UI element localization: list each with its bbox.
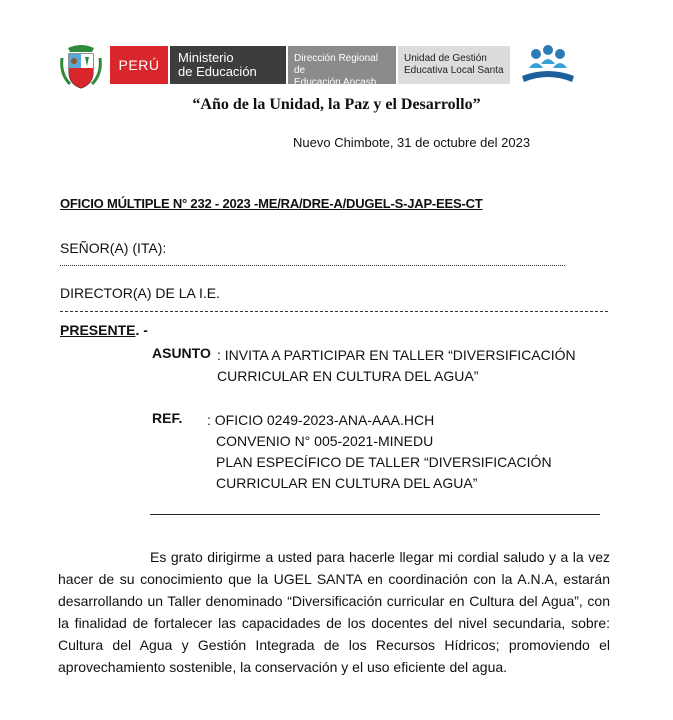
dre-ancash-logo: Dirección Regional de Educación Ancash (288, 46, 396, 84)
ugel-people-book-icon (516, 44, 576, 90)
date-line: Nuevo Chimbote, 31 de octubre del 2023 (293, 135, 531, 150)
ref-label: REF. (152, 410, 183, 426)
peru-logo: PERÚ (110, 46, 168, 84)
asunto-label: ASUNTO (152, 345, 211, 361)
presente-label: PRESENTE. - (60, 322, 148, 338)
dotted-line (60, 265, 565, 266)
recipient-label: SEÑOR(A) (ITA): (60, 240, 167, 256)
motto: “Año de la Unidad, la Paz y el Desarrollo” (192, 96, 481, 113)
dashed-line (60, 311, 608, 312)
ugel-santa-logo: Unidad de Gestión Educativa Local Santa (398, 46, 510, 84)
separator-line (150, 514, 600, 515)
letterhead (60, 44, 580, 90)
ministerio-logo: Ministerio de Educación (170, 46, 286, 84)
peru-coat-of-arms-icon (60, 44, 102, 90)
director-label: DIRECTOR(A) DE LA I.E. (60, 285, 220, 301)
oficio-number: OFICIO MÚLTIPLE N° 232 - 2023 -ME/RA/DRE-A/DUGEL-S-JAP-EES-CT (60, 196, 483, 211)
asunto-text: : INVITA A PARTICIPAR EN TALLER “DIVERSIFICACIÓN CURRICULAR EN CULTURA DEL AGUA” (217, 347, 576, 384)
body-paragraph: Es grato dirigirme a usted para hacerle llegar mi cordial saludo y a la vez hacer de su conocimiento que la UGEL SANTA en coordinación con la A.N.A, estarán desarrollando un Taller denominado “Diversificación curricular en Cultura del Agua”, con la finalidad de fortalecer las capacidades de los docentes del nivel secundaria, sobre: Cultura del Agua y Gestión Integrada de los Recursos Hídricos; promoviendo el aprovechamiento sostenible, la conservación y el uso eficiente del agua. (58, 549, 610, 675)
ref-text: : OFICIO 0249-2023-ANA-AAA.HCH CONVENIO N° 005-2021-MINEDU PLAN ESPECÍFICO DE TALLER “DIVERSIFICACIÓN CURRICULAR EN CULTURA DEL AGUA” (207, 412, 552, 491)
